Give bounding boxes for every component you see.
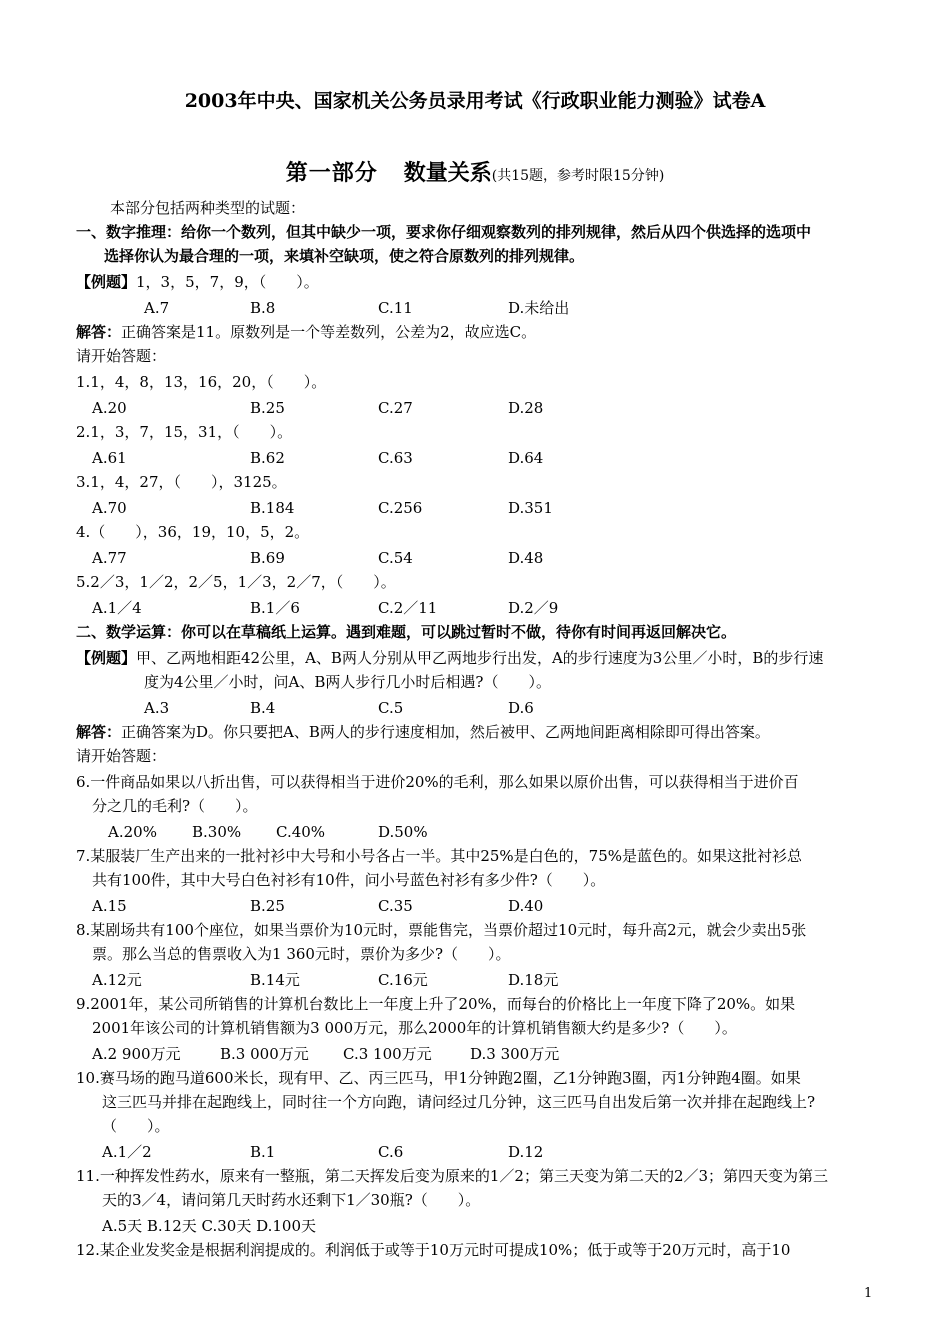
option: B.3 000万元 [220, 1045, 309, 1063]
option: D.28 [508, 399, 544, 417]
option: B.62 [250, 449, 285, 467]
sec1-heading-line2: 选择你认为最合理的一项，来填补空缺项，使之符合原数列的排列规律。 [104, 247, 585, 265]
question-6-line2: 分之几的毛利?（ ）。 [92, 797, 258, 815]
part-subject: 数量关系 [403, 160, 492, 186]
question-6-line1: 6.一件商品如果以八折出售，可以获得相当于进价20%的毛利，那么如果以原价出售，可以获得相当于进价百 [76, 773, 799, 791]
question-8-line2: 票。那么当总的售票收入为1 360元时，票价为多少?（ ）。 [92, 945, 511, 963]
question-9-line1: 9.2001年，某公司所销售的计算机台数比上一年度上升了20%，而每台的价格比上一年度下降了20%。如果 [76, 995, 796, 1013]
question-7-line2: 共有100件，其中大号白色衬衫有10件，问小号蓝色衬衫有多少件?（ ）。 [92, 871, 606, 889]
question-2: 2.1，3，7，15，31，（ ）。 [76, 423, 293, 441]
option: A.1／2 [102, 1143, 152, 1161]
question-10-line3: （ ）。 [102, 1117, 170, 1135]
option: B.1 [250, 1143, 276, 1161]
question-1: 1.1，4，8，13，16，20，（ ）。 [76, 373, 327, 391]
option: B.25 [250, 399, 285, 417]
question-10-line2: 这三匹马并排在起跑线上，同时往一个方向跑，请问经过几分钟，这三匹马自出发后第一次并排在起跑线上? [102, 1093, 816, 1111]
option: D.未给出 [508, 299, 570, 317]
sec2-example [76, 648, 823, 668]
question-8-line1: 8.某剧场共有100个座位，如果当票价为10元时，票能售完，当票价超过10元时，每升高2元，就会少卖出5张 [76, 921, 807, 939]
option: C.2／11 [378, 599, 438, 617]
option: A.70 [92, 499, 127, 517]
question-9-line2: 2001年该公司的计算机销售额为3 000万元，那么2000年的计算机销售额大约是多少?（ ）。 [92, 1019, 737, 1037]
page-number: 1 [864, 1286, 873, 1301]
option: D.64 [508, 449, 544, 467]
option: C.63 [378, 449, 413, 467]
example-tag: 【例题】 [76, 273, 137, 291]
option: A.12元 [92, 971, 142, 989]
sec1-example [76, 272, 319, 292]
sec2-heading: 二、数学运算：你可以在草稿纸上运算。遇到难题，可以跳过暂时不做，待你有时间再返回解决它。 [76, 623, 737, 641]
answer-text: 正确答案是11。原数列是一个等差数列，公差为2，故应选C。 [121, 323, 537, 341]
option: B.4 [250, 699, 276, 717]
option: D.6 [508, 699, 534, 717]
example-line2: 度为4公里／小时，问A、B两人步行几小时后相遇?（ ）。 [144, 673, 551, 691]
sec1-answer [76, 322, 536, 342]
option: C.5 [378, 699, 404, 717]
answer-tag: 解答： [76, 723, 122, 741]
question-5: 5.2／3，1／2，2／5，1／3，2／7，（ ）。 [76, 573, 396, 591]
intro-text: 本部分包括两种类型的试题： [110, 199, 306, 217]
sec1-heading-line1: 一、数字推理：给你一个数列，但其中缺少一项，要求你仔细观察数列的排列规律，然后从四个供选择的选项中 [76, 223, 812, 241]
option: D.40 [508, 897, 544, 915]
option: A.20% [108, 823, 157, 841]
question-3: 3.1，4，27，（ ），3125。 [76, 473, 287, 491]
option: D.12 [508, 1143, 544, 1161]
question-10-line1: 10.赛马场的跑马道600米长，现有甲、乙、丙三匹马，甲1分钟跑2圈，乙1分钟跑3圈，丙1分钟跑4圈。如果 [76, 1069, 801, 1087]
answer-text: 正确答案为D。你只要把A、B两人的步行速度相加，然后被甲、乙两地间距离相除即可得出答案。 [121, 723, 770, 741]
option: A.7 [144, 299, 170, 317]
option: C.16元 [378, 971, 428, 989]
option: C.11 [378, 299, 413, 317]
option: A.61 [92, 449, 127, 467]
option: B.30% [192, 823, 242, 841]
example-stem: 1，3，5，7，9，（ ）。 [136, 273, 319, 291]
part-note: (共15题，参考时限15分钟) [491, 168, 665, 184]
option: C.27 [378, 399, 413, 417]
question-12-line1: 12.某企业发奖金是根据利润提成的。利润低于或等于10万元时可提成10%；低于或等于20万元时，高于10 [76, 1241, 791, 1259]
option: D.2／9 [508, 599, 559, 617]
option: C.3 100万元 [343, 1045, 432, 1063]
option: A.20 [92, 399, 127, 417]
part-name: 第一部分 [285, 160, 378, 186]
option: D.48 [508, 549, 544, 567]
part-heading [0, 156, 950, 187]
option: C.54 [378, 549, 413, 567]
example-tag: 【例题】 [76, 649, 137, 667]
option: A.77 [92, 549, 127, 567]
question-11-line1: 11.一种挥发性药水，原来有一整瓶，第二天挥发后变为原来的1／2；第三天变为第二天的2／3；第四天变为第三 [76, 1167, 829, 1185]
option: A.2 900万元 [92, 1045, 181, 1063]
question-7-line1: 7.某服装厂生产出来的一批衬衫中大号和小号各占一半。其中25%是白色的，75%是蓝色的。如果这批衬衫总 [76, 847, 802, 865]
option: B.1／6 [250, 599, 300, 617]
question-4: 4.（ ），36，19，10，5，2。 [76, 523, 310, 541]
option: B.25 [250, 897, 285, 915]
option: A.3 [144, 699, 170, 717]
option: B.69 [250, 549, 285, 567]
option: D.50% [378, 823, 428, 841]
sec2-answer [76, 722, 770, 742]
answer-tag: 解答： [76, 323, 122, 341]
option: D.18元 [508, 971, 559, 989]
option: B.184 [250, 499, 295, 517]
option: B.14元 [250, 971, 300, 989]
option: D.351 [508, 499, 553, 517]
exam-title: 2003年中央、国家机关公务员录用考试《行政职业能力测验》试卷A [184, 90, 766, 112]
example-line1: 甲、乙两地相距42公里，A、B两人分别从甲乙两地步行出发，A的步行速度为3公里／小时，B的步行速 [136, 649, 824, 667]
sec2-start: 请开始答题： [76, 747, 167, 765]
option: C.40% [276, 823, 326, 841]
option: A.15 [92, 897, 127, 915]
question-11-line2: 天的3／4，请问第几天时药水还剩下1／30瓶?（ ）。 [102, 1191, 481, 1209]
option: A.1／4 [92, 599, 142, 617]
sec1-start: 请开始答题： [76, 347, 167, 365]
option: C.256 [378, 499, 423, 517]
option: B.8 [250, 299, 276, 317]
option: C.6 [378, 1143, 404, 1161]
option: D.3 300万元 [470, 1045, 560, 1063]
option: C.35 [378, 897, 413, 915]
question-11-options: A.5天 B.12天 C.30天 D.100天 [102, 1217, 317, 1235]
